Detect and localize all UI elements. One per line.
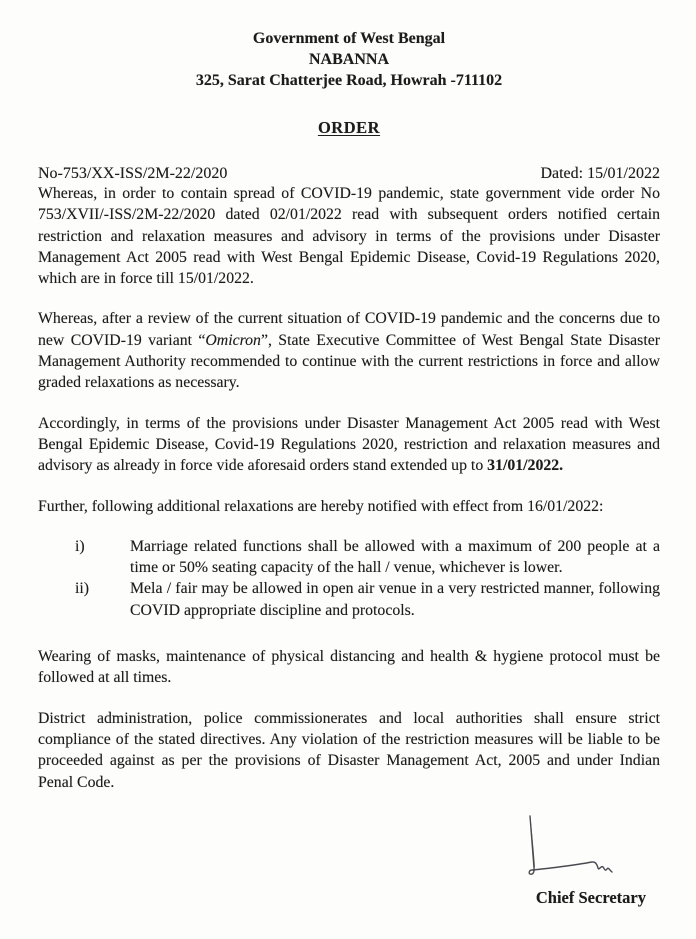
reference-row (38, 165, 660, 183)
paragraph-whereas-1: Whereas, in order to contain spread of COVID-19 pandemic, state government vide order No 753/XVII/-ISS/2M-22/2020 dated 02/01/2022 read with subsequent orders notified certain restriction and relaxation measures and advisory in terms of the provisions under Disaster Management Act 2005 read with West Bengal Epidemic Disease, Covid-19 Regulations 2020, which are in force till 15/01/2022. (38, 185, 660, 288)
list-item-marker: ii) (75, 580, 90, 598)
variant-name: Omicron (205, 331, 261, 349)
list-item-marker: i) (75, 537, 85, 555)
order-date: Dated: 15/01/2022 (540, 165, 660, 182)
letterhead-government: Government of West Bengal (252, 30, 446, 47)
signatory-title: Chief Secretary (535, 887, 646, 907)
paragraph-masks: Wearing of masks, maintenance of physical distancing and health & hygiene protocol must be followed at all times. (38, 648, 660, 687)
list-item (75, 536, 660, 579)
signature-block (38, 812, 660, 908)
paragraph-accordingly: Accordingly, in terms of the provisions under Disaster Management Act 2005 read with West Bengal Epidemic Disease, Covid-19 Regulations 2020, restriction and relaxation measures and advisory as already in force vide aforesaid orders stand extended up to 31/01/2022. (38, 414, 660, 475)
extension-date: 31/01/2022. (487, 457, 564, 475)
order-heading: ORDER (317, 118, 381, 137)
paragraph-enforcement: District administration, police commissionerates and local authorities shall ensure strict compliance of the stated directives. Any violation of the restriction measures will be liable to be proceeded against as per the provisions of Disaster Management Act, 2005 and under Indian Penal Code. (38, 709, 660, 791)
memo-number: No-753/XX-ISS/2M-22/2020 (38, 165, 228, 182)
order-body (38, 183, 660, 793)
paragraph-further: Further, following additional relaxations are hereby notified with effect from 16/01/2022: (38, 497, 604, 515)
relaxations-list (75, 536, 660, 621)
letterhead-building: NABANNA (309, 51, 389, 68)
list-item (75, 578, 660, 621)
letterhead (38, 28, 660, 91)
list-item-text: Mela / fair may be allowed in open air venue in a very restricted manner, following COVID appropriate discipline and protocols. (130, 580, 660, 619)
list-item-text: Marriage related functions shall be allowed with a maximum of 200 people at a time or 50% seating capacity of the hall / venue, whichever is lower. (130, 537, 660, 577)
signature-image (524, 812, 624, 882)
paragraph-whereas-2: Whereas, after a review of the current situation of COVID-19 pandemic and the concerns due to new COVID-19 variant “Omicron”, State Executive Committee of West Bengal State Disaster Management Authority recommended to continue with the current restrictions in force and allow graded relaxations as necessary. (38, 310, 660, 392)
letterhead-address: 325, Sarat Chatterjee Road, Howrah -711102 (195, 72, 503, 89)
